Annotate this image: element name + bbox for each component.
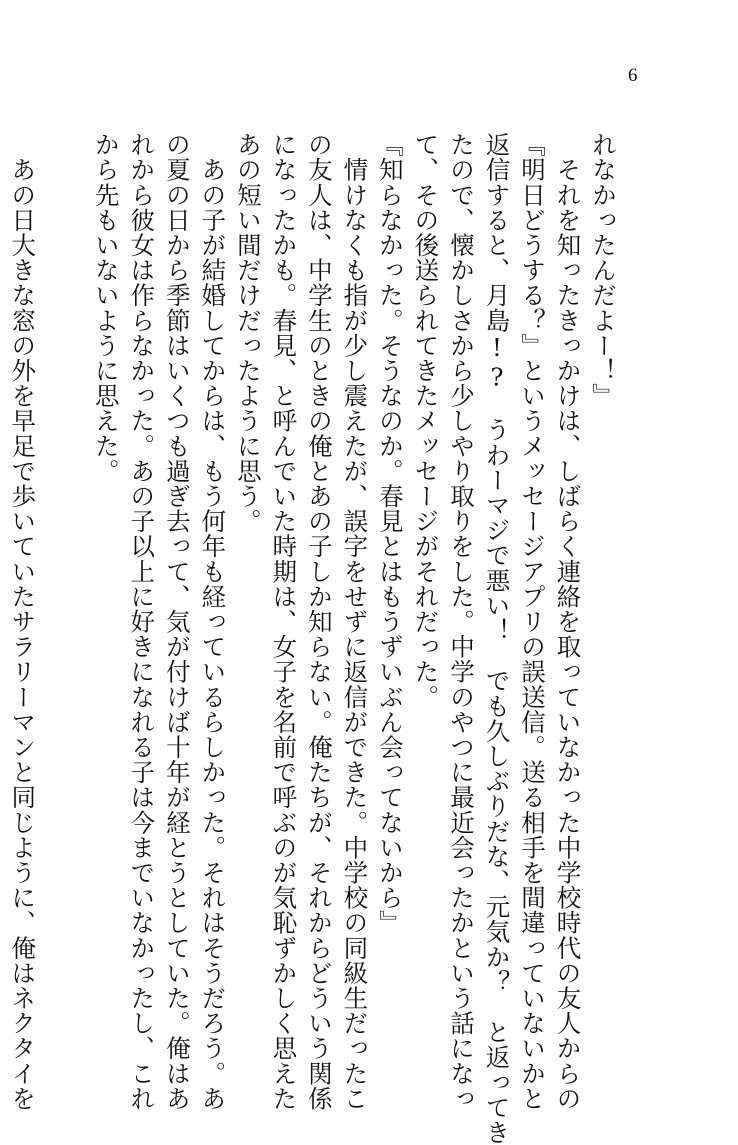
text-line: あの短い間だけだったように思う。 <box>233 132 263 534</box>
text-line: 情けなくも指が少し震えたが、誤字をせずに返信ができた。中学校の同級生だったこ <box>340 132 370 1111</box>
text-line: の夏の日から季節はいくつも過ぎ去って、気が付けば十年が経とうとしていた。俺はあ <box>162 132 192 1111</box>
text-line: の友人は、中学生のときの俺とあの子しか知らない。俺たちが、それからどういう関係 <box>304 132 334 1111</box>
text-line-final: あの日大きな窓の外を早足で歩いていたサラリーマンと同じように、俺はネクタイを <box>8 132 38 1111</box>
section-break <box>40 132 88 932</box>
text-line: 『明日どうする？』というメッセージアプリの誤送信。送る相手を間違っていないかと <box>517 132 547 1111</box>
text-line: あの子が結婚してからは、もう何年も経っているらしかった。それはそうだろう。あ <box>198 132 228 1111</box>
text-line: それを知ったきっかけは、しばらく連絡を取っていなかった中学校時代の友人からの <box>553 132 583 1111</box>
body-text <box>5 132 621 1145</box>
text-line: から先もいないように思えた。 <box>91 132 121 484</box>
text-line: 返信すると、月島!? うわーマジで悪い！ でも久しぶりだな、元気か？ と返ってき <box>482 132 512 1145</box>
text-line: て、その後送られてきたメッセージがそれだった。 <box>411 132 441 710</box>
text-line: れなかったんだよー！』 <box>589 132 618 409</box>
text-line: になったかも。春見、と呼んでいた時期は、女子を名前で呼ぶのが気恥ずかしく思えた <box>269 132 299 1111</box>
text-line: たので、懐かしさから少しやり取りをした。中学のやつに最近会ったかという話になっ <box>446 132 476 1111</box>
page-number: 6 <box>628 65 638 86</box>
text-line: 『知らなかった。そうなのか。春見とはもうずいぶん会ってないから』 <box>375 132 405 936</box>
text-line: れから彼女は作らなかった。あの子以上に好きになれる子は今までいなかったし、これ <box>127 132 157 1111</box>
